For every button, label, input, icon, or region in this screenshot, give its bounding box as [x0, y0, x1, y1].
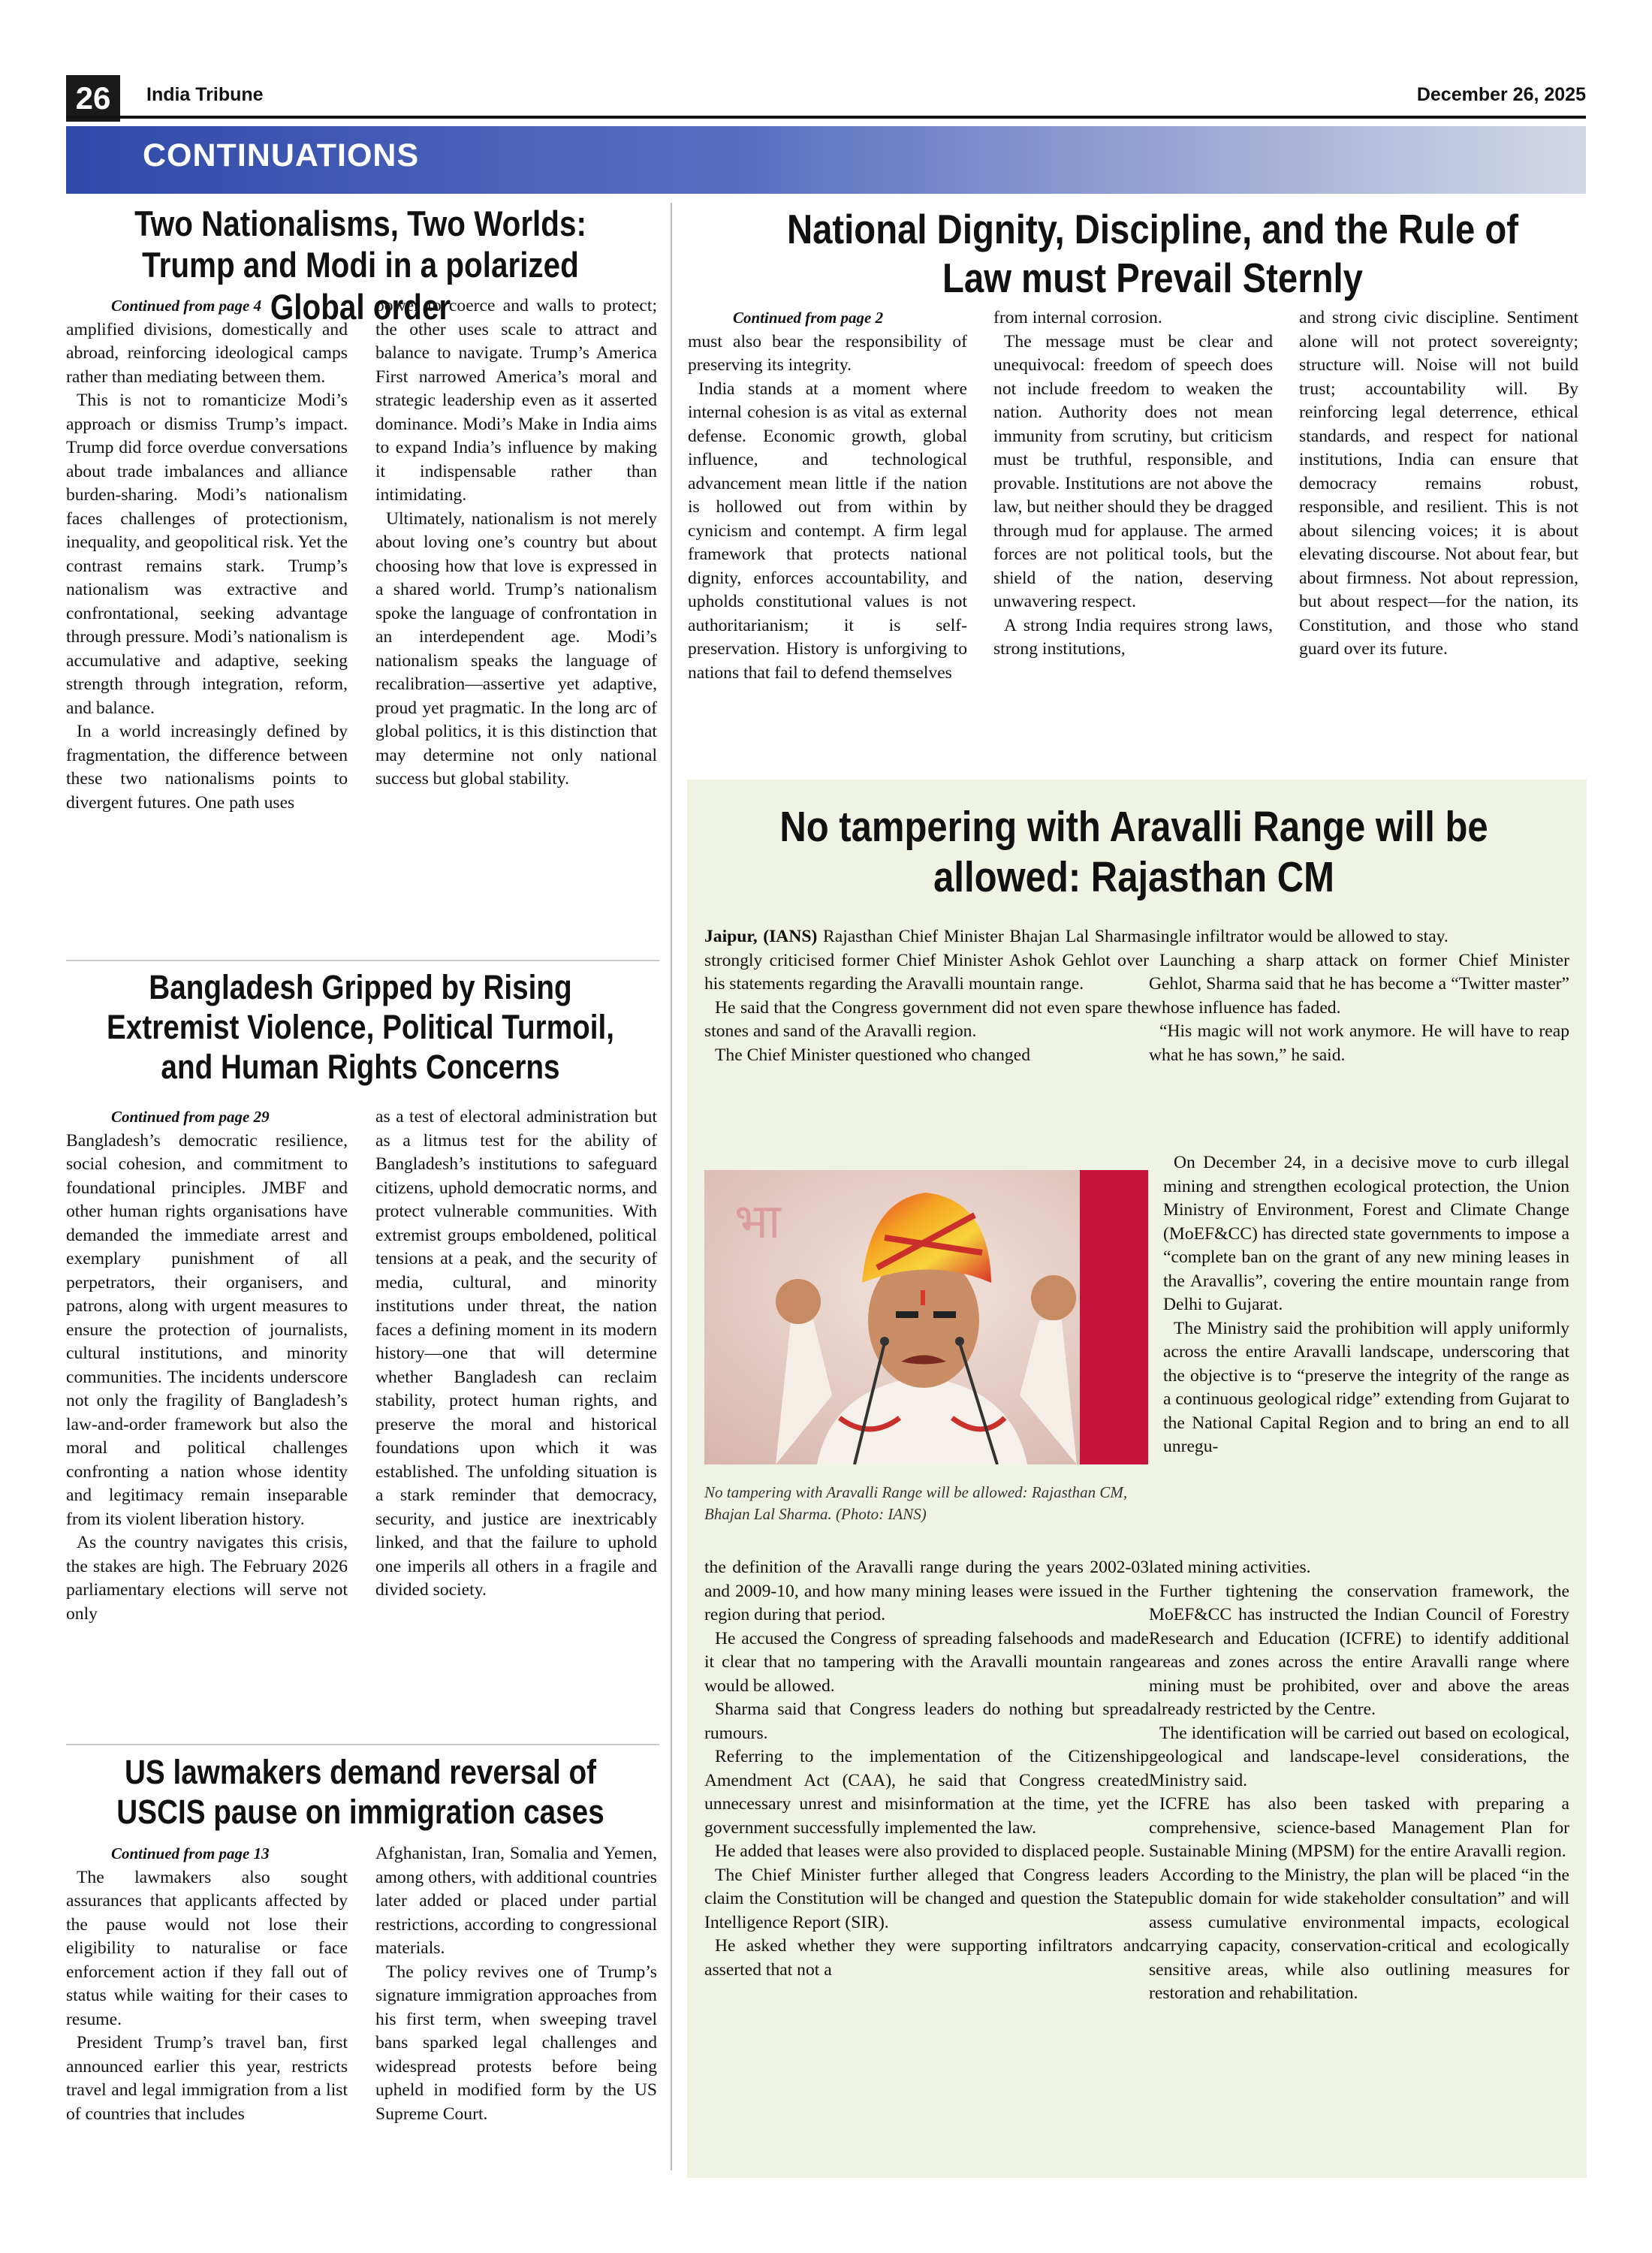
article3-column-1	[66, 1105, 348, 1626]
article4-column-1-bottom	[704, 1556, 1149, 1982]
paragraph: He accused the Congress of spreading falsehoods and made it clear that no tampering with the Aravalli mountain range would be allowed.	[704, 1628, 1149, 1696]
article3-headline: Bangladesh Gripped by Rising Extremist Violence, Political Turmoil, and Human Rights Concerns	[106, 968, 615, 1087]
paragraph: The policy revives one of Trump’s signature immigration approaches from his first term, when sweeping travel bans sparked legal challenges and widespread protests before being upheld in modified form by the US Supreme Court.	[375, 1962, 657, 2124]
paragraph: amplified divisions, domestically and abroad, reinforcing ideological camps rather than mediating between them.	[66, 319, 348, 387]
dateline: Jaipur, (IANS)	[704, 927, 818, 946]
paragraph: “His magic will not work anymore. He will have to reap what he has sown,” he said.	[1149, 1021, 1569, 1065]
paragraph: President Trump’s travel ban, first announced earlier this year, restricts travel and legal immigration from a list of countries that includes	[66, 2033, 348, 2124]
article-divider	[66, 960, 659, 961]
paragraph: single infiltrator would be allowed to stay.	[1149, 927, 1449, 946]
paragraph: He added that leases were also provided to displaced people.	[715, 1841, 1145, 1861]
paragraph: Afghanistan, Iran, Somalia and Yemen, among others, with additional countries later added or placed under partial restrictions, according to congressional materials.	[375, 1844, 657, 1958]
paragraph: He said that the Congress government did not even spare the stones and sand of the Aravalli region.	[704, 997, 1149, 1041]
header-rule	[66, 116, 1586, 119]
paragraph: as a test of electoral administration but as a litmus test for the ability of Bangladesh’s institutions to safeguard citizens, uphold democratic norms, and protect vulnerable communities. With extremist groups emboldened, political tensions at a peak, and the security of media, cultural, and minority institutions under threat, the nation faces a defining moment in its modern history—one that will determine whether Bangladesh can reclaim stability, protect human rights, and preserve the moral and historical foundations upon which it was established. The unfolding situation is a stark reminder that democracy, security, and justice are inextricably linked, and that the failure to uphold one imperils all others in a fragile and divided society.	[375, 1107, 657, 1600]
article4-column-2-top	[1149, 925, 1569, 1067]
paragraph: power to coerce and walls to protect; the other uses scale to attract and balance to navigate. Trump’s America First narrowed America’s moral and strategic leadership even as it asserted dominance. Modi’s Make in India aims to expand India’s influence by making it indispensable rather than intimidating.	[375, 296, 657, 505]
paragraph: On December 24, in a decisive move to curb illegal mining and strengthen ecological protection, the Union Ministry of Environment, Forest and Climate Change (MoEF&CC) has directed state governments to impose a “complete ban on the grant of any new mining leases in the Aravallis”, covering the entire mountain range from Delhi to Gujarat.	[1163, 1153, 1569, 1314]
paragraph: Referring to the implementation of the Citizenship Amendment Act (CAA), he said that Congress created unnecessary unrest and misinformation at the time, yet the government successfully implemented the law.	[704, 1747, 1149, 1838]
paragraph: Launching a sharp attack on former Chief Minister Gehlot, Sharma said that he has become a “Twitter master” whose influence has faded.	[1149, 950, 1569, 1018]
paragraph: According to the Ministry, the plan will be placed “in the public domain for wide stakeholder consultation” and will assess cumulative environmental impacts, ecological carrying capacity, conservation-critical and ecologically sensitive areas, while also outlining measures for restoration and rehabilitation.	[1149, 1865, 1569, 2003]
article4-headline: No tampering with Aravalli Range will be allowed: Rajasthan CM	[779, 803, 1488, 902]
article5-headline: US lawmakers demand reversal of USCIS pause on immigration cases	[116, 1753, 604, 1832]
article5-column-1	[66, 1842, 348, 2126]
article4-column-1-top	[704, 925, 1149, 1067]
paragraph: lated mining activities.	[1149, 1558, 1311, 1577]
photo-illustration	[704, 1170, 1148, 1464]
paragraph: As the country navigates this crisis, the stakes are high. The February 2026 parliamentary elections will serve not only	[66, 1533, 348, 1624]
paragraph: The Chief Minister questioned who changed	[715, 1045, 1030, 1065]
article1-column-1	[66, 294, 348, 815]
paragraph: must also bear the responsibility of preserving its integrity.	[688, 331, 967, 375]
photo-caption: No tampering with Aravalli Range will be allowed: Rajasthan CM, Bhajan Lal Sharma. (Photo: IANS)	[704, 1483, 1128, 1523]
paragraph: This is not to romanticize Modi’s approach or dismiss Trump’s impact. Trump did force overdue conversations about trade imbalances and alliance burden-sharing. Modi’s nationalism faces challenges of protectionism, inequality, and geopolitical risk. Yet the contrast remains stark. Trump’s nationalism was extractive and confrontational, seeking advantage through pressure. Modi’s nationalism is accumulative and adaptive, seeking strength through integration, reform, and balance.	[66, 391, 348, 718]
article3-column-2	[375, 1105, 657, 1603]
paragraph: and strong civic discipline. Sentiment alone will not protect sovereignty; structure will. Noise will not build trust; accountability will. By reinforcing legal deterrence, ethical standards, and respect for national institutions, India can ensure that democracy remains robust, responsible, and resilient. This is not about silencing voices; it is about elevating discourse. Not about fear, but about firmness. Not about repression, but about respect—for the nation, its Constitution, and those who stand guard over its future.	[1299, 308, 1578, 659]
lead-text: Rajasthan Chief Minister Bhajan Lal Sharma strongly criticised former Chief Minister Ashok Gehlot over his statements regarding the Aravalli mountain range.	[704, 927, 1149, 994]
article-divider	[66, 1744, 659, 1745]
article2-column-1	[688, 306, 967, 685]
paragraph: Bangladesh’s democratic resilience, social cohesion, and commitment to foundational principles. JMBF and other human rights organisations have demanded the immediate arrest and exemplary punishment of all perpetrators, their organisers, and patrons, along with urgent measures to ensure the protection of journalists, cultural institutions, and minority communities. The incidents underscore not only the fragility of Bangladesh’s law-and-order framework but also the moral and political challenges confronting a nation whose identity and legitimacy remain inseparable from its violent liberation history.	[66, 1130, 348, 1529]
continued-note: Continued from page 2	[733, 309, 884, 327]
article2-column-2	[993, 306, 1273, 662]
section-title: CONTINUATIONS	[143, 137, 420, 173]
publication-name: India Tribune	[146, 84, 264, 105]
paragraph: from internal corrosion.	[993, 308, 1162, 327]
article2-column-3	[1299, 306, 1578, 662]
article1-headline: Two Nationalisms, Two Worlds: Trump and Modi in a polarized Global order	[134, 204, 586, 327]
paragraph: The lawmakers also sought assurances that applicants affected by the pause would not lose their eligibility to naturalise or face enforcement action if they fall out of status while waiting for their cases to resume.	[66, 1867, 348, 2029]
issue-date: December 26, 2025	[1416, 84, 1586, 105]
paragraph: Ultimately, nationalism is not merely about loving one’s country but about choosing how that love is expressed in a shared world. Trump’s nationalism spoke the language of confrontation in an interdependent age. Modi’s nationalism speaks the language of recalibration—assertive yet adaptive, proud yet pragmatic. In the long arc of global politics, it is this distinction that may determine not only national success but global stability.	[375, 508, 657, 789]
paragraph: The Ministry said the prohibition will apply uniformly across the entire Aravalli landscape, underscoring that the objective is to “preserve the integrity of the range as a continuous geological ridge” extending from Gujarat to the National Capital Region and to bring an end to all unregu-	[1163, 1318, 1569, 1456]
article2-headline: National Dignity, Discipline, and the Rule of Law must Prevail Sternly	[786, 206, 1519, 301]
column-divider	[671, 203, 672, 2170]
paragraph: The identification will be carried out based on ecological, geological and landscape-level considerations, the Ministry said.	[1149, 1723, 1569, 1790]
paragraph: India stands at a moment where internal cohesion is as vital as external defense. Economic growth, global influence, and technological advancement mean little if the nation is hollowed out from within by cynicism and contempt. A firm legal framework that protects national dignity, enforces accountability, and upholds constitutional values is not authoritarianism; it is self-preservation. History is unforgiving to nations that fail to defend themselves	[688, 379, 967, 683]
article5-column-2	[375, 1842, 657, 2126]
paragraph: ICFRE has also been tasked with preparing a comprehensive, science-based Management Plan for Sustainable Mining (MPSM) for the entire Aravalli region.	[1149, 1794, 1569, 1861]
paragraph: Sharma said that Congress leaders do nothing but spread rumours.	[704, 1700, 1149, 1743]
paragraph: the definition of the Aravalli range during the years 2002-03 and 2009-10, and how many mining leases were issued in the region during that period.	[704, 1558, 1149, 1624]
paragraph: Further tightening the conservation framework, the MoEF&CC has instructed the Indian Council of Forestry Research and Education (ICFRE) to identify additional areas and zones across the entire Aravalli range where mining must be prohibited, over and above the areas already restricted by the Centre.	[1149, 1581, 1569, 1719]
article4-column-2-wrap	[1163, 1151, 1569, 1459]
news-photo	[704, 1170, 1148, 1464]
continued-note: Continued from page 13	[111, 1844, 270, 1862]
continued-note: Continued from page 29	[111, 1108, 270, 1126]
paragraph: A strong India requires strong laws, strong institutions,	[993, 615, 1273, 659]
photo-signage: भा	[734, 1194, 781, 1250]
paragraph: He asked whether they were supporting infiltrators and asserted that not a	[704, 1936, 1149, 1980]
article4-column-2-bottom	[1149, 1556, 1569, 2006]
paragraph: In a world increasingly defined by fragmentation, the difference between these two nationalisms points to divergent futures. One path uses	[66, 722, 348, 813]
paragraph	[704, 925, 1149, 997]
article1-column-2	[375, 294, 657, 792]
page-number: 26	[66, 75, 120, 122]
continued-note: Continued from page 4	[111, 297, 262, 315]
paragraph: The message must be clear and unequivocal: freedom of speech does not include freedom to weaken the nation. Authority does not mean immunity from scrutiny, but criticism must be truthful, responsible, and provable. Institutions are not above the law, but neither should they be dragged through mud for applause. The armed forces are not political tools, but the shield of the nation, deserving unwavering respect.	[993, 331, 1273, 611]
paragraph: The Chief Minister further alleged that Congress leaders claim the Constitution will be changed and question the State Intelligence Report (SIR).	[704, 1865, 1149, 1932]
